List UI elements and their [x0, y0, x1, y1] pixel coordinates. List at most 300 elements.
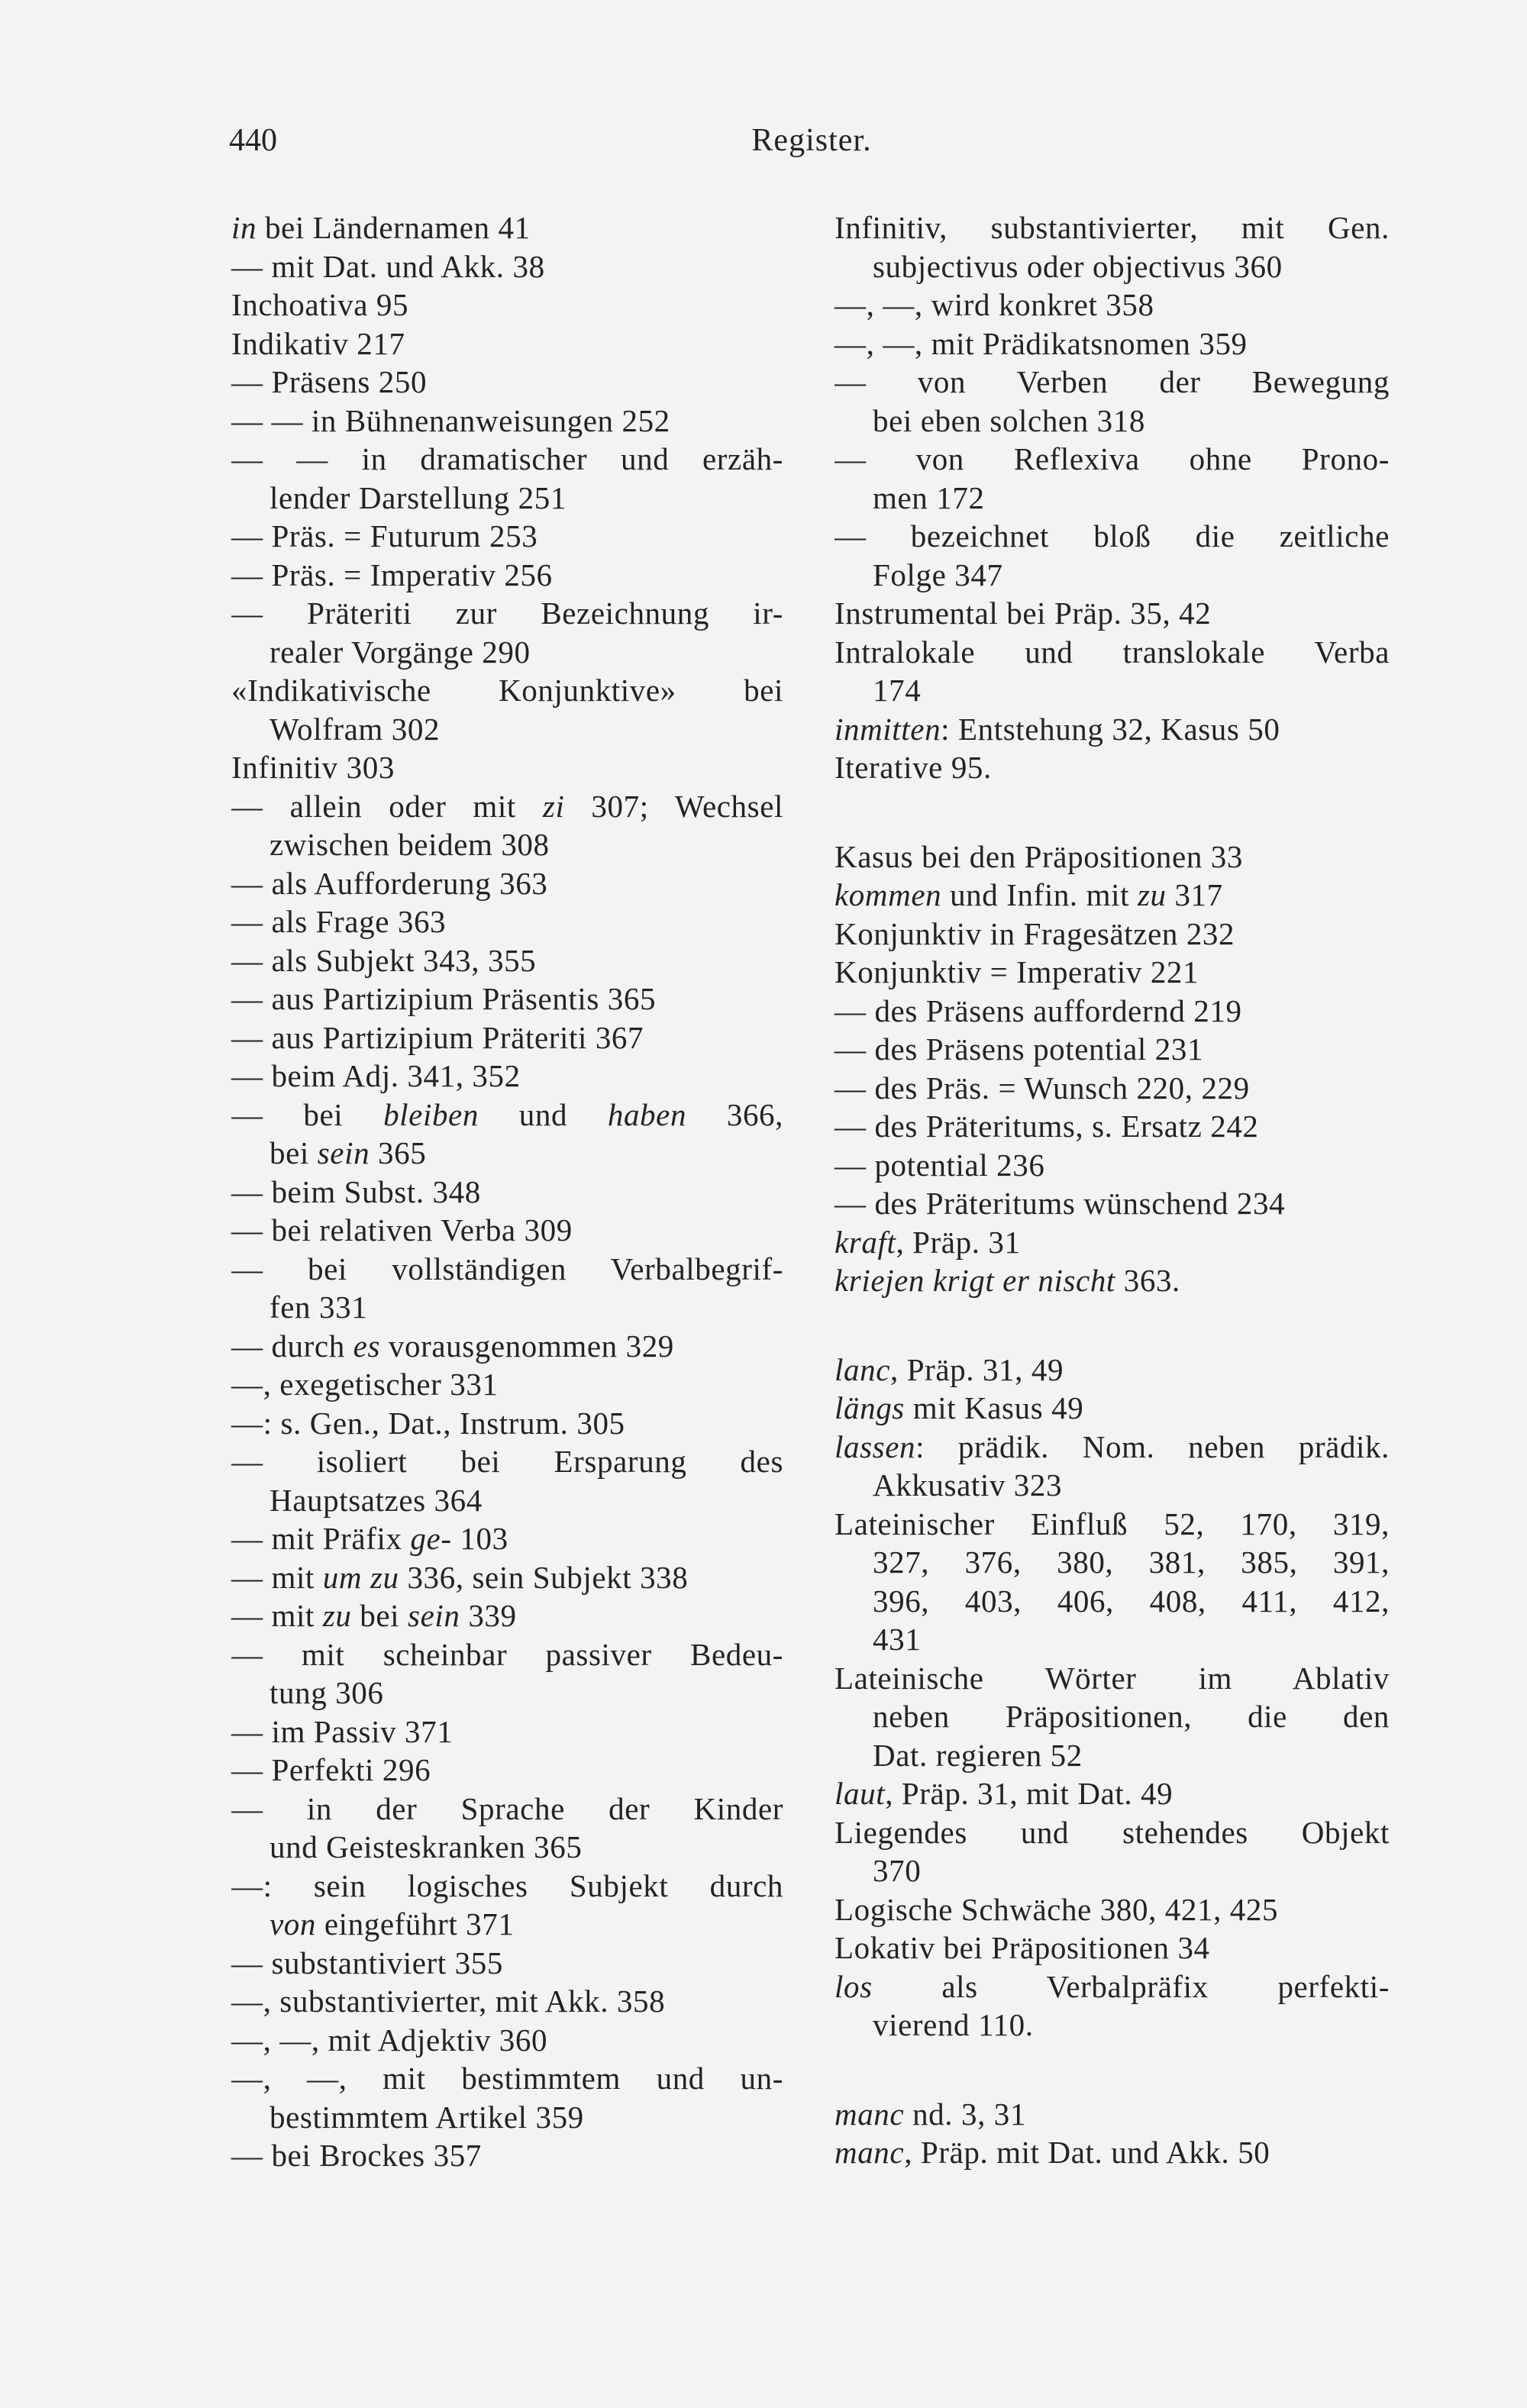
- index-text: Liegendes und stehendes Objekt: [835, 1814, 1390, 1850]
- index-entry-line: [231, 440, 783, 479]
- index-text: bestimmtem Artikel 359: [270, 2099, 584, 2135]
- index-entry-line: [835, 1389, 1390, 1428]
- index-entry: [231, 1635, 783, 1712]
- index-entry-line: [835, 1736, 1390, 1775]
- index-entry: [835, 1184, 1390, 1223]
- index-entry-line: [231, 1828, 783, 1867]
- index-text: — mit scheinbar passiver Bedeu-: [231, 1636, 783, 1672]
- index-text: und: [478, 1096, 608, 1132]
- index-text: — substantiviert 355: [231, 1945, 503, 1980]
- index-entry: [835, 1774, 1390, 1813]
- running-head: Register.: [751, 123, 872, 158]
- index-text: nd. 3, 31: [904, 2096, 1026, 2132]
- index-entry-line: [231, 787, 783, 826]
- index-entry-line: [231, 1596, 783, 1635]
- index-entry-line: [231, 2098, 783, 2137]
- index-entry-line: [231, 1365, 783, 1404]
- index-text: — des Präsens potential 231: [835, 1031, 1204, 1067]
- index-entry-line: [835, 1505, 1390, 1544]
- index-entry-line: [231, 247, 783, 286]
- index-text: bei: [270, 1135, 318, 1170]
- page-number: 440: [229, 123, 277, 158]
- index-entry-line: [835, 915, 1390, 954]
- index-entry-line: [231, 1519, 783, 1558]
- index-entry: [231, 440, 783, 517]
- index-entry-line: [835, 517, 1390, 556]
- index-text: —, —, mit Prädikatsnomen 359: [835, 325, 1248, 361]
- index-entry: [231, 2136, 783, 2175]
- index-text: 431: [873, 1622, 922, 1657]
- index-entry-line: [231, 1635, 783, 1674]
- index-entry-line: [835, 1261, 1390, 1300]
- index-text: und Infin. mit: [941, 877, 1138, 912]
- index-text: Konjunktiv in Fragesätzen 232: [835, 915, 1235, 951]
- index-entry-line: [231, 1057, 783, 1096]
- index-entry-line: [835, 1543, 1390, 1582]
- index-text: 307; Wechsel: [564, 788, 783, 824]
- index-italic-term: haben: [607, 1096, 687, 1132]
- index-italic-term: los: [835, 1968, 873, 2004]
- index-text: : prädik. Nom. neben prädik.: [915, 1428, 1390, 1464]
- index-letter-group: [835, 2095, 1390, 2172]
- index-text: Indikativ 217: [231, 325, 405, 361]
- index-entry: [231, 324, 783, 363]
- index-entry-line: [231, 1018, 783, 1057]
- index-text: 103: [451, 1521, 508, 1556]
- index-entry: [231, 2059, 783, 2136]
- index-entry-line: [231, 1173, 783, 1212]
- index-italic-term: längs: [835, 1390, 905, 1425]
- index-text: — mit Dat. und Akk. 38: [231, 248, 545, 284]
- index-text: , Präp. 31: [896, 1224, 1021, 1260]
- index-text: bei eben solchen 318: [873, 402, 1145, 438]
- index-text: — — in dramatischer und erzäh-: [231, 441, 783, 476]
- index-entry-line: [835, 208, 1390, 247]
- index-text: — mit Präfix: [231, 1521, 411, 1556]
- index-entry-line: [835, 710, 1390, 749]
- index-text: und Geisteskranken 365: [270, 1829, 583, 1864]
- index-entry-line: [835, 1967, 1390, 2006]
- index-entry-line: [835, 1929, 1390, 1967]
- index-entry: [231, 902, 783, 941]
- index-entry: [231, 1018, 783, 1057]
- index-entry-line: [835, 556, 1390, 595]
- index-entry: [835, 1107, 1390, 1146]
- index-entry: [835, 838, 1390, 876]
- index-text: — mit: [231, 1559, 323, 1595]
- index-entry-line: [835, 1351, 1390, 1390]
- index-text: —, —, mit bestimmtem und un-: [231, 2061, 783, 2096]
- index-entry: [231, 671, 783, 748]
- index-entry: [835, 1389, 1390, 1428]
- index-text: —, —, mit Adjektiv 360: [231, 2022, 548, 2058]
- index-text: subjectivus oder objectivus 360: [873, 248, 1283, 284]
- index-column-right: [835, 208, 1390, 2172]
- index-entry-line: [231, 1790, 783, 1829]
- index-entry-line: [835, 247, 1390, 286]
- index-entry: [231, 1558, 783, 1597]
- index-entry: [835, 2095, 1390, 2134]
- index-text: — allein oder mit: [231, 788, 543, 824]
- index-text: Kasus bei den Präpositionen 33: [835, 838, 1243, 874]
- index-entry: [835, 710, 1390, 749]
- index-text: Folge 347: [873, 557, 1003, 592]
- index-text: Instrumental bei Präp. 35, 42: [835, 596, 1212, 631]
- index-text: — beim Adj. 341, 352: [231, 1058, 521, 1093]
- index-entry-line: [835, 1813, 1390, 1852]
- index-italic-term: sein: [317, 1135, 370, 1170]
- index-entry-line: [835, 992, 1390, 1031]
- index-entry-line: [231, 1250, 783, 1289]
- index-text: — des Präsens auffordernd 219: [835, 993, 1242, 1028]
- index-text: bei Ländernamen 41: [257, 210, 531, 245]
- index-entry-line: [231, 1867, 783, 1906]
- index-entry: [231, 2021, 783, 2060]
- index-entry: [231, 1442, 783, 1519]
- index-text: — bei relativen Verba 309: [231, 1212, 573, 1248]
- index-text: Konjunktiv = Imperativ 221: [835, 954, 1199, 989]
- index-text: — isoliert bei Ersparung des: [231, 1444, 783, 1479]
- index-italic-term: zi: [542, 788, 565, 824]
- index-entry: [231, 1519, 783, 1558]
- index-entry-line: [231, 1944, 783, 1983]
- index-entry: [231, 1944, 783, 1983]
- index-text: —, —, wird konkret 358: [835, 287, 1154, 322]
- index-entry: [231, 864, 783, 903]
- index-column-left: [231, 208, 783, 2175]
- index-text: — bei vollständigen Verbalbegrif-: [231, 1251, 783, 1286]
- index-entry: [835, 363, 1390, 440]
- index-text: lender Darstellung 251: [270, 479, 567, 515]
- index-entry-line: [835, 2095, 1390, 2134]
- index-entry: [835, 1030, 1390, 1069]
- index-text: , Präp. mit Dat. und Akk. 50: [904, 2135, 1270, 2170]
- index-entry-line: [835, 1107, 1390, 1146]
- index-entry-line: [231, 941, 783, 980]
- index-entry-line: [231, 1327, 783, 1366]
- index-entry: [231, 1173, 783, 1212]
- index-entry-line: [835, 1223, 1390, 1262]
- index-italic-term: kriejen krigt er nischt: [835, 1263, 1115, 1298]
- index-entry-line: [231, 1751, 783, 1790]
- index-entry-line: [231, 556, 783, 595]
- index-text: — Präsens 250: [231, 364, 428, 399]
- index-text: — Präs. = Imperativ 256: [231, 557, 553, 592]
- index-entry: [231, 517, 783, 556]
- index-entry: [835, 915, 1390, 954]
- index-entry: [231, 1211, 783, 1250]
- index-entry-line: [835, 2006, 1390, 2045]
- index-entry-line: [231, 902, 783, 941]
- index-text: Wolfram 302: [270, 711, 441, 747]
- index-entry-line: [231, 2059, 783, 2098]
- index-entry-line: [835, 286, 1390, 324]
- index-entry: [835, 1428, 1390, 1505]
- index-entry: [835, 440, 1390, 517]
- index-italic-term: zu: [1137, 877, 1167, 912]
- index-letter-group: [835, 208, 1390, 787]
- index-text: — bei Brockes 357: [231, 2138, 482, 2173]
- index-text: — durch: [231, 1328, 354, 1364]
- index-entry-line: [231, 402, 783, 441]
- index-entry: [231, 247, 783, 286]
- index-entry: [835, 286, 1390, 324]
- index-entry-line: [835, 953, 1390, 992]
- index-entry-line: [231, 748, 783, 787]
- index-italic-term: ge-: [410, 1521, 452, 1556]
- index-text: 327, 376, 380, 381, 385, 391,: [873, 1545, 1390, 1580]
- index-text: — als Subjekt 343, 355: [231, 942, 537, 978]
- index-text: 317: [1166, 877, 1223, 912]
- index-entry-line: [835, 838, 1390, 876]
- index-text: — des Präteritums, s. Ersatz 242: [835, 1109, 1259, 1144]
- index-italic-term: zu: [322, 1598, 352, 1633]
- index-italic-term: um zu: [322, 1559, 399, 1595]
- index-text: —, exegetischer 331: [231, 1367, 499, 1402]
- index-italic-term: in: [231, 210, 257, 245]
- index-text: : Entstehung 32, Kasus 50: [941, 711, 1280, 747]
- index-entry-line: [231, 1982, 783, 2021]
- index-text: — von Reflexiva ohne Prono-: [835, 441, 1390, 476]
- index-entry-line: [835, 1620, 1390, 1659]
- index-entry-line: [835, 594, 1390, 633]
- index-entry: [231, 1712, 783, 1751]
- index-italic-term: inmitten: [835, 711, 941, 747]
- index-entry-line: [835, 1582, 1390, 1621]
- index-text: Logische Schwäche 380, 421, 425: [835, 1891, 1279, 1927]
- index-entry-line: [835, 1851, 1390, 1890]
- index-entry: [835, 1223, 1390, 1262]
- index-text: — bei: [231, 1096, 384, 1132]
- index-text: Lateinischer Einfluß 52, 170, 319,: [835, 1506, 1390, 1541]
- index-text: — mit: [231, 1598, 323, 1633]
- index-entry-line: [231, 1288, 783, 1327]
- index-text: —: s. Gen., Dat., Instrum. 305: [231, 1405, 625, 1441]
- index-entry: [231, 556, 783, 595]
- index-italic-term: es: [353, 1328, 381, 1364]
- index-text: fen 331: [270, 1290, 368, 1325]
- index-italic-term: kraft: [835, 1224, 896, 1260]
- index-text: als Verbalpräfix perfekti-: [872, 1968, 1390, 2004]
- index-italic-term: sein: [408, 1598, 460, 1633]
- index-entry: [231, 1790, 783, 1867]
- index-entry-line: [231, 1481, 783, 1520]
- index-entry: [835, 1261, 1390, 1300]
- index-entry: [835, 748, 1390, 787]
- index-entry: [231, 1404, 783, 1443]
- index-text: 370: [873, 1853, 922, 1888]
- index-entry-line: [231, 1674, 783, 1712]
- index-entry: [835, 1069, 1390, 1108]
- index-entry-line: [835, 1428, 1390, 1467]
- index-entry: [231, 941, 783, 980]
- index-entry-line: [835, 479, 1390, 518]
- index-entry: [231, 1751, 783, 1790]
- index-text: —: sein logisches Subjekt durch: [231, 1867, 783, 1903]
- index-entry: [835, 633, 1390, 710]
- index-entry-line: [835, 402, 1390, 441]
- index-entry: [835, 1146, 1390, 1185]
- index-text: — als Aufforderung 363: [231, 865, 548, 901]
- index-entry-line: [835, 1659, 1390, 1698]
- index-text: bei: [351, 1598, 408, 1633]
- index-text: — Perfekti 296: [231, 1752, 431, 1787]
- index-text: 396, 403, 406, 408, 411, 412,: [873, 1583, 1390, 1619]
- index-entry-line: [835, 1030, 1390, 1069]
- index-text: —, substantivierter, mit Akk. 358: [231, 1984, 666, 2019]
- index-entry-line: [835, 1774, 1390, 1813]
- index-text: — als Frage 363: [231, 904, 447, 939]
- index-text: Hauptsatzes 364: [270, 1482, 483, 1518]
- index-entry-line: [231, 671, 783, 710]
- index-text: neben Präpositionen, die den: [873, 1699, 1390, 1734]
- index-entry: [835, 594, 1390, 633]
- index-italic-term: manc: [835, 2135, 905, 2170]
- index-entry: [231, 594, 783, 671]
- index-text: vierend 110.: [873, 2007, 1034, 2042]
- index-text: 336, sein Subjekt 338: [399, 1559, 689, 1595]
- index-italic-term: manc: [835, 2096, 905, 2132]
- index-text: Intralokale und translokale Verba: [835, 634, 1390, 670]
- index-entry: [231, 1982, 783, 2021]
- index-entry-line: [835, 324, 1390, 363]
- index-entry-line: [231, 633, 783, 672]
- index-text: 363.: [1115, 1263, 1180, 1298]
- index-text: eingeführt 371: [316, 1906, 515, 1942]
- index-entry: [231, 787, 783, 864]
- index-entry: [231, 1867, 783, 1944]
- index-entry-line: [231, 710, 783, 749]
- index-text: Lateinische Wörter im Ablativ: [835, 1660, 1390, 1696]
- index-entry-line: [231, 1211, 783, 1250]
- index-entry: [835, 876, 1390, 915]
- index-entry: [835, 1659, 1390, 1775]
- index-entry-line: [231, 1905, 783, 1944]
- index-entry: [231, 286, 783, 324]
- index-text: — potential 236: [835, 1147, 1045, 1183]
- index-entry: [231, 1096, 783, 1173]
- index-text: Lokativ bei Präpositionen 34: [835, 1930, 1210, 1965]
- index-entry-line: [835, 1890, 1390, 1929]
- index-text: Iterative 95.: [835, 750, 992, 785]
- index-entry-line: [835, 671, 1390, 710]
- index-entry: [231, 748, 783, 787]
- index-text: , Präp. 31, 49: [890, 1351, 1064, 1387]
- index-text: vorausgenommen 329: [380, 1328, 674, 1364]
- index-entry: [835, 324, 1390, 363]
- index-text: Inchoativa 95: [231, 287, 409, 322]
- index-entry-line: [231, 980, 783, 1018]
- index-entry: [835, 1505, 1390, 1659]
- index-text: — des Präteritums wünschend 234: [835, 1186, 1286, 1221]
- index-text: — bezeichnet bloß die zeitliche: [835, 518, 1390, 554]
- index-entry: [835, 1813, 1390, 1890]
- index-text: , Präp. 31, mit Dat. 49: [885, 1776, 1173, 1811]
- index-entry-line: [231, 1134, 783, 1173]
- index-letter-group: [835, 1351, 1390, 2045]
- index-entry-line: [231, 1442, 783, 1481]
- index-entry: [231, 363, 783, 402]
- index-entry: [835, 1890, 1390, 1929]
- index-text: Akkusativ 323: [873, 1467, 1063, 1503]
- index-entry-line: [231, 286, 783, 324]
- index-italic-term: lassen: [835, 1428, 916, 1464]
- index-text: zwischen beidem 308: [270, 827, 550, 862]
- index-entry-line: [231, 825, 783, 864]
- index-entry-line: [231, 517, 783, 556]
- index-entry-line: [835, 363, 1390, 402]
- index-text: Infinitiv 303: [231, 750, 395, 785]
- index-text: — in der Sprache der Kinder: [231, 1790, 783, 1826]
- index-text: mit Kasus 49: [904, 1390, 1084, 1425]
- index-italic-term: von: [270, 1906, 316, 1942]
- index-entry-line: [231, 363, 783, 402]
- index-letter-group: [231, 208, 783, 2175]
- index-entry-line: [231, 324, 783, 363]
- index-text: tung 306: [270, 1675, 384, 1710]
- index-entry-line: [835, 1184, 1390, 1223]
- index-entry-line: [231, 864, 783, 903]
- index-entry-line: [835, 748, 1390, 787]
- index-italic-term: bleiben: [383, 1096, 479, 1132]
- index-text: — des Präs. = Wunsch 220, 229: [835, 1070, 1250, 1106]
- index-entry: [231, 1250, 783, 1327]
- index-entry-line: [835, 1466, 1390, 1505]
- index-text: 174: [873, 673, 922, 708]
- index-entry: [231, 402, 783, 441]
- index-entry: [231, 1596, 783, 1635]
- index-text: 339: [460, 1598, 517, 1633]
- index-text: realer Vorgänge 290: [270, 634, 531, 670]
- index-text: — — in Bühnenanweisungen 252: [231, 402, 670, 438]
- index-entry-line: [231, 1558, 783, 1597]
- index-entry-line: [231, 1404, 783, 1443]
- index-italic-term: laut: [835, 1776, 886, 1811]
- index-italic-term: lanc: [835, 1351, 890, 1387]
- index-text: 366,: [686, 1096, 783, 1132]
- index-entry-line: [231, 2136, 783, 2175]
- index-text: — aus Partizipium Präteriti 367: [231, 1019, 644, 1055]
- index-text: Infinitiv, substantivierter, mit Gen.: [835, 210, 1390, 245]
- index-entry-line: [835, 1069, 1390, 1108]
- index-text: — beim Subst. 348: [231, 1173, 481, 1209]
- index-entry-line: [835, 1697, 1390, 1736]
- index-letter-group: [835, 838, 1390, 1300]
- index-entry-line: [835, 2133, 1390, 2172]
- index-text: men 172: [873, 479, 985, 515]
- index-entry-line: [231, 1712, 783, 1751]
- index-entry: [231, 1365, 783, 1404]
- index-entry-line: [231, 479, 783, 518]
- index-entry-line: [231, 2021, 783, 2060]
- index-entry-line: [835, 440, 1390, 479]
- index-entry-line: [231, 1096, 783, 1135]
- index-entry: [231, 980, 783, 1018]
- index-entry: [231, 1057, 783, 1096]
- index-entry-line: [835, 633, 1390, 672]
- index-entry: [835, 2133, 1390, 2172]
- index-entry: [835, 208, 1390, 286]
- index-entry-line: [835, 876, 1390, 915]
- index-text: — Präs. = Futurum 253: [231, 518, 538, 554]
- index-text: 365: [370, 1135, 427, 1170]
- index-entry: [835, 953, 1390, 992]
- index-entry-line: [231, 594, 783, 633]
- index-text: — im Passiv 371: [231, 1713, 454, 1749]
- index-text: — von Verben der Bewegung: [835, 364, 1390, 399]
- index-entry-line: [835, 1146, 1390, 1185]
- index-entry: [835, 992, 1390, 1031]
